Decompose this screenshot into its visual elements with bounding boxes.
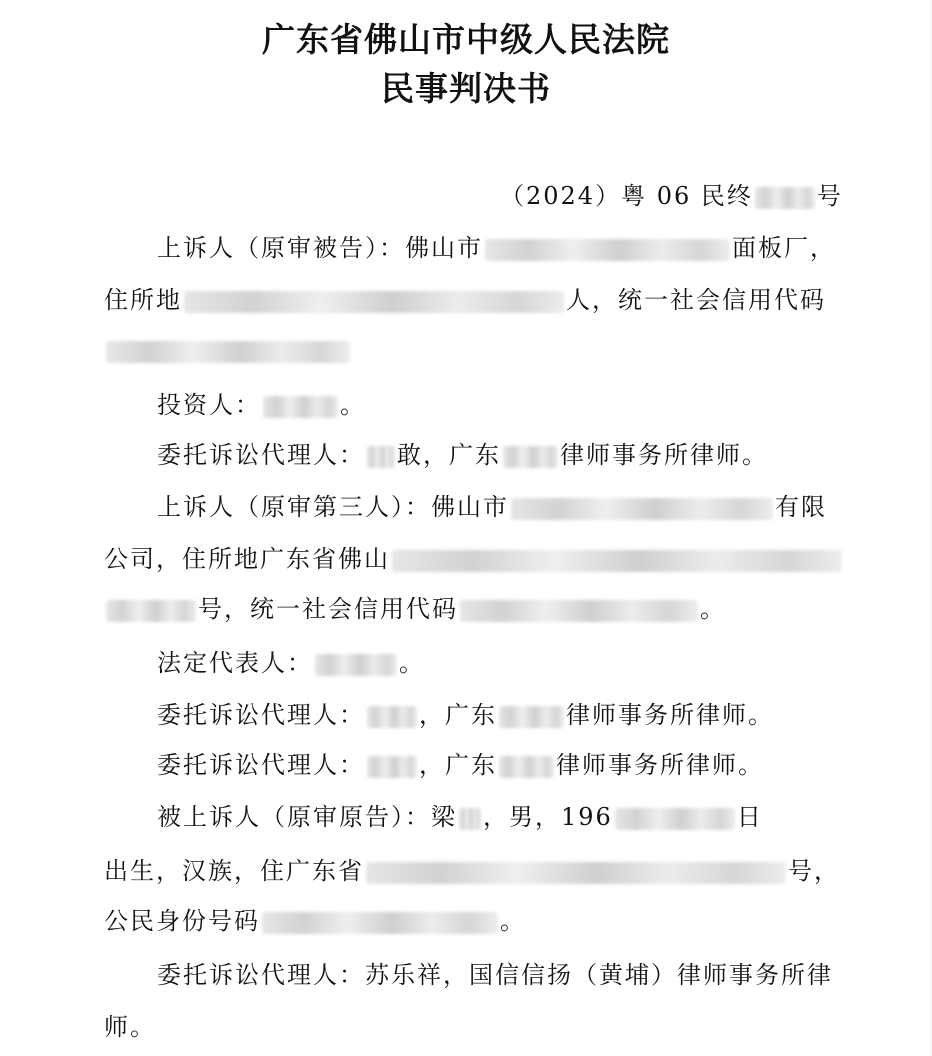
agent3-line — [157, 749, 764, 781]
appellee-line1 — [157, 801, 763, 833]
redacted-block — [184, 291, 564, 313]
agent2-end: 律师事务所律师。 — [566, 701, 774, 729]
redacted-block — [315, 654, 397, 676]
punctuation: 。 — [700, 595, 726, 623]
appellant2-name-end: 有限 — [775, 493, 827, 521]
redacted-block — [366, 862, 786, 884]
agent2-line — [157, 699, 774, 731]
appellee-id-label: 公民身份号码 — [104, 907, 260, 935]
appellant1-label: 上诉人（原审被告）：佛山市 — [157, 234, 483, 262]
investor-label: 投资人： — [157, 391, 261, 419]
appellant2-code-label: 号，统一社会信用代码 — [198, 595, 458, 623]
case-number-prefix: （2024）粤 06 民终 — [500, 182, 753, 210]
appellee-line2 — [104, 855, 840, 887]
appellant2-address: 公司，住所地广东省佛山 — [104, 545, 390, 573]
legal-rep-label: 法定代表人： — [157, 649, 313, 677]
redacted-block — [511, 498, 773, 520]
appellant2-line2 — [104, 543, 844, 575]
redacted-block — [615, 808, 735, 830]
case-number — [500, 180, 843, 212]
agent3-label: 委托诉讼代理人： — [157, 751, 365, 779]
appellant2-line3 — [104, 593, 726, 625]
redacted-block — [263, 396, 338, 418]
legal-rep-line — [157, 647, 425, 679]
agent2-mid: ，广东 — [419, 701, 497, 729]
punctuation: 。 — [340, 391, 366, 419]
agent1-line — [157, 439, 768, 471]
redacted-block — [485, 239, 730, 261]
redacted-block — [392, 550, 842, 572]
appellee-residence: 出生，汉族，住广东省 — [104, 857, 364, 885]
appellee-residence-end: 号， — [788, 857, 840, 885]
agent3-mid: ，广东 — [419, 751, 497, 779]
redacted-block — [367, 756, 417, 778]
appellee-line3 — [104, 905, 526, 937]
redacted-block — [499, 706, 564, 728]
agent3-end: 律师事务所律师。 — [556, 751, 764, 779]
punctuation: 。 — [500, 907, 526, 935]
redacted-block — [459, 808, 481, 830]
redacted-block — [367, 706, 417, 728]
appellee-info: ，男，196 — [483, 803, 613, 831]
redacted-block — [367, 446, 395, 468]
appellee-day: 日 — [736, 803, 763, 831]
appellant2-line1 — [157, 491, 827, 523]
punctuation: 。 — [399, 649, 425, 677]
redacted-block — [262, 912, 498, 934]
redacted-block — [755, 187, 815, 209]
agent4-line2: 师。 — [104, 1013, 156, 1041]
redacted-block — [106, 600, 196, 622]
investor-line — [157, 389, 366, 421]
agent1-label: 委托诉讼代理人： — [157, 441, 365, 469]
appellee-label: 被上诉人（原审原告）：梁 — [157, 803, 457, 831]
appellant1-line2 — [104, 284, 826, 316]
appellant1-line3 — [104, 334, 352, 366]
court-name: 广东省佛山市中级人民法院 — [262, 20, 670, 59]
agent1-end: 律师事务所律师。 — [560, 441, 768, 469]
appellant1-address-end: 人，统一社会信用代码 — [566, 286, 826, 314]
agent1-mid: 敢，广东 — [397, 441, 501, 469]
case-number-suffix: 号 — [816, 182, 843, 210]
redacted-block — [499, 756, 554, 778]
document-type: 民事判决书 — [381, 69, 551, 108]
agent4-line1: 委托诉讼代理人：苏乐祥，国信信扬（黄埔）律师事务所律 — [157, 961, 833, 989]
redacted-block — [460, 600, 698, 622]
appellant1-name-end: 面板厂， — [732, 234, 836, 262]
appellant2-label: 上诉人（原审第三人）：佛山市 — [157, 493, 509, 521]
appellant1-address-label: 住所地 — [104, 286, 182, 314]
agent2-label: 委托诉讼代理人： — [157, 701, 365, 729]
redacted-block — [106, 341, 350, 363]
redacted-block — [503, 446, 558, 468]
appellant1-line1 — [157, 232, 836, 264]
